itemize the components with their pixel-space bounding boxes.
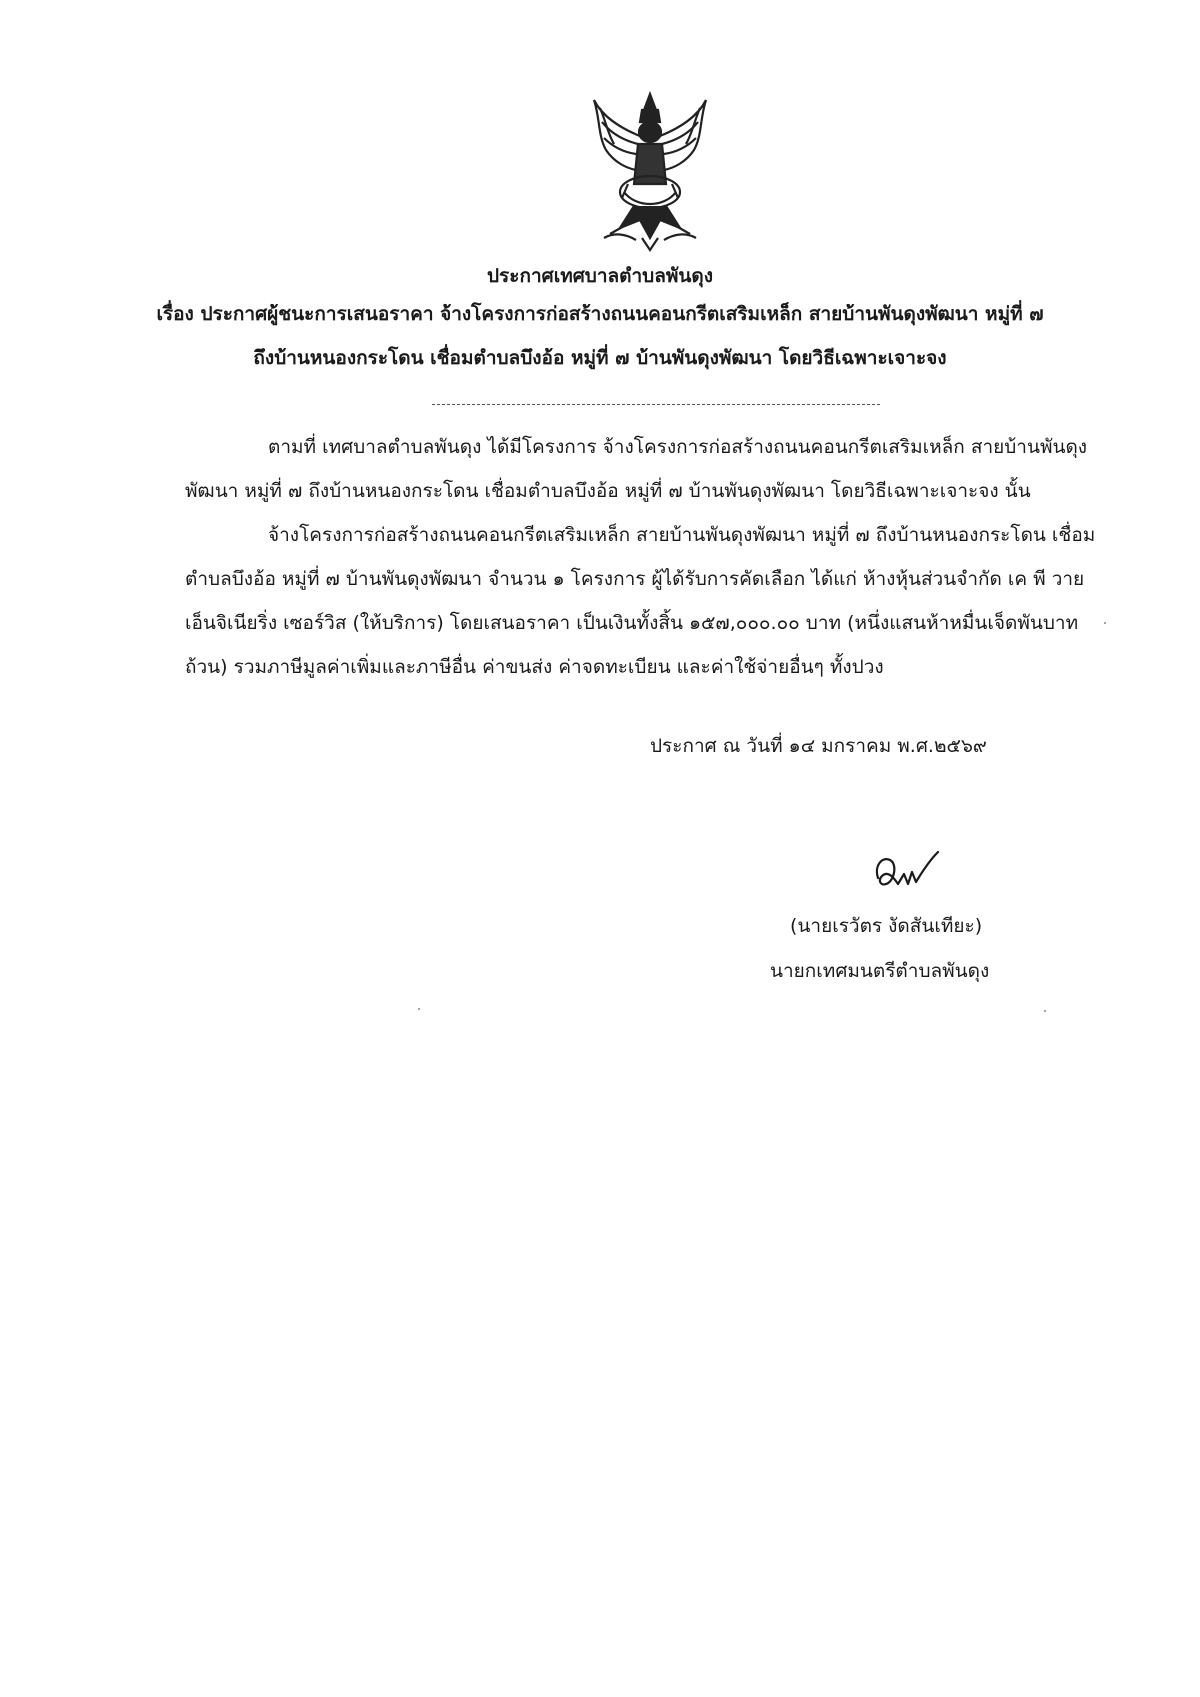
- paragraph-2-line-4: ถ้วน) รวมภาษีมูลค่าเพิ่มและภาษีอื่น ค่าขนส่ง ค่าจดทะเบียน และค่าใช้จ่ายอื่นๆ ทั้งปวง: [185, 656, 884, 678]
- signature-icon: [872, 848, 942, 900]
- paragraph-2-line-3: เอ็นจิเนียริ่ง เซอร์วิส (ให้บริการ) โดยเสนอราคา เป็นเงินทั้งสิ้น ๑๕๗,๐๐๐.๐๐ บาท (หนึ่งแสนห้าหมื่นเจ็ดพันบาท: [185, 612, 1079, 634]
- scan-speck: [1104, 622, 1106, 624]
- scan-speck: [418, 1008, 420, 1010]
- document-title: ประกาศเทศบาลตำบลพันดุง: [487, 265, 713, 287]
- paragraph-2-line-1: จ้างโครงการก่อสร้างถนนคอนกรีตเสริมเหล็ก สายบ้านพันดุงพัฒนา หมู่ที่ ๗ ถึงบ้านหนองกระโดน เชื่อม: [268, 524, 1096, 546]
- paragraph-2-line-2: ตำบลบึงอ้อ หมู่ที่ ๗ บ้านพันดุงพัฒนา จำนวน ๑ โครงการ ผู้ได้รับการคัดเลือก ได้แก่ ห้างหุ้นส่วนจำกัด เค พี วาย: [185, 568, 1085, 590]
- garuda-emblem-icon: [580, 88, 720, 253]
- signer-name: (นายเรวัตร งัดสันเทียะ): [790, 915, 983, 937]
- subject-line-2: ถึงบ้านหนองกระโดน เชื่อมตำบลบึงอ้อ หมู่ที่ ๗ บ้านพันดุงพัฒนา โดยวิธีเฉพาะเจาะจง: [253, 347, 947, 369]
- subject-line-1: เรื่อง ประกาศผู้ชนะการเสนอราคา จ้างโครงการก่อสร้างถนนคอนกรีตเสริมเหล็ก สายบ้านพันดุงพัฒนา หมู่ที่ ๗: [156, 303, 1044, 325]
- scan-speck: [1044, 1010, 1046, 1012]
- divider: [432, 404, 880, 405]
- paragraph-1-line-1: ตามที่ เทศบาลตำบลพันดุง ได้มีโครงการ จ้างโครงการก่อสร้างถนนคอนกรีตเสริมเหล็ก สายบ้านพันดุง: [268, 436, 1088, 458]
- signer-title: นายกเทศมนตรีตำบลพันดุง: [770, 960, 990, 982]
- paragraph-1-line-2: พัฒนา หมู่ที่ ๗ ถึงบ้านหนองกระโดน เชื่อมตำบลบึงอ้อ หมู่ที่ ๗ บ้านพันดุงพัฒนา โดยวิธีเฉพาะเจาะจง นั้น: [185, 480, 1031, 502]
- announcement-date: ประกาศ ณ วันที่ ๑๔ มกราคม พ.ศ.๒๕๖๙: [650, 735, 987, 757]
